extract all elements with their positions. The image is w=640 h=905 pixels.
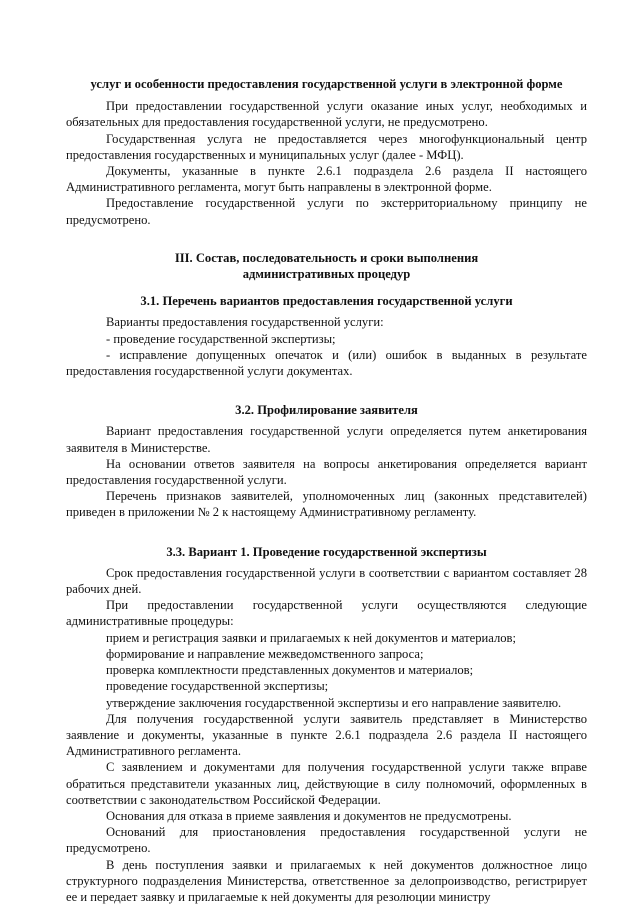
subsection-title-3-1: 3.1. Перечень вариантов предоставления государственной услуги xyxy=(140,294,513,309)
list-item: - исправление допущенных опечаток и (или) ошибок в выданных в результате предоставления государственной услуги документах. xyxy=(66,347,587,379)
paragraph: Вариант предоставления государственной услуги определяется путем анкетирования заявителя в Министерстве. xyxy=(66,424,587,455)
procedure-item: формирование и направление межведомственного запроса; xyxy=(106,646,424,661)
paragraph: Предоставление государственной услуги по экстерриториальному принципу не предусмотрено. xyxy=(66,196,587,227)
paragraph: Срок предоставления государственной услуги в соответствии с вариантом составляет 28 рабочих дней. xyxy=(66,565,587,597)
section-heading: услуг и особенности предоставления государственной услуги в электронной форме xyxy=(90,77,563,91)
paragraph: Для получения государственной услуги заявитель представляет в Министерство заявление и документы, указанные в пункте 2.6.1 подраздела 2.6 раздела II настоящего Административного регламента. xyxy=(66,711,587,759)
paragraph: Варианты предоставления государственной услуги: xyxy=(106,315,384,330)
procedure-item: проведение государственной экспертизы; xyxy=(106,679,329,694)
procedure-item: утверждение заключения государственной экспертизы и его направление заявителю. xyxy=(106,695,562,710)
procedure-item: проверка комплектности представленных документов и материалов; xyxy=(106,663,474,678)
section-title: III. Состав, последовательность и сроки выполнения xyxy=(174,250,479,265)
paragraph: Оснований для приостановления предоставления государственной услуги не предусмотрено. xyxy=(66,825,587,856)
list-item: - проведение государственной экспертизы; xyxy=(106,331,336,346)
subsection-title-3-3: 3.3. Вариант 1. Проведение государственной экспертизы xyxy=(166,544,487,559)
paragraph: Государственная услуга не предоставляется через многофункциональный центр предоставления государственных и муниципальных услуг (далее - МФЦ). xyxy=(66,131,587,162)
subsection-title-3-2: 3.2. Профилирование заявителя xyxy=(235,403,418,418)
paragraph: Перечень признаков заявителей, уполномоченных лиц (законных представителей) приведен в приложении № 2 к настоящему Административному регламенту. xyxy=(66,489,587,520)
procedure-item: прием и регистрация заявки и прилагаемых к ней документов и материалов; xyxy=(106,630,516,645)
paragraph: При предоставлении государственной услуги оказание иных услуг, необходимых и обязательных для предоставления государственной услуги, не предусмотрено. xyxy=(66,99,587,130)
paragraph: При предоставлении государственной услуги осуществляются следующие административные процедуры: xyxy=(66,598,587,629)
paragraph: С заявлением и документами для получения государственной услуги также вправе обратиться представители указанных лиц, действующие в силу полномочий, оформленных в соответствии с законодательством Российской Федерации. xyxy=(66,760,587,807)
section-title-continued: административных процедур xyxy=(242,267,411,282)
paragraph: В день поступления заявки и прилагаемых к ней документов должностное лицо структурного подразделения Министерства, ответственное за делопроизводство, регистрирует ее и передает заявку и прилагаемые к ней документы для резолюции министру xyxy=(66,857,587,904)
paragraph: Основания для отказа в приеме заявления и документов не предусмотрены. xyxy=(106,808,512,823)
paragraph: Документы, указанные в пункте 2.6.1 подраздела 2.6 раздела II настоящего Административного регламента, могут быть направлены в электронной форме. xyxy=(66,164,587,195)
document-page xyxy=(66,76,587,905)
paragraph: На основании ответов заявителя на вопросы анкетирования определяется вариант предоставления государственной услуги. xyxy=(66,456,587,488)
